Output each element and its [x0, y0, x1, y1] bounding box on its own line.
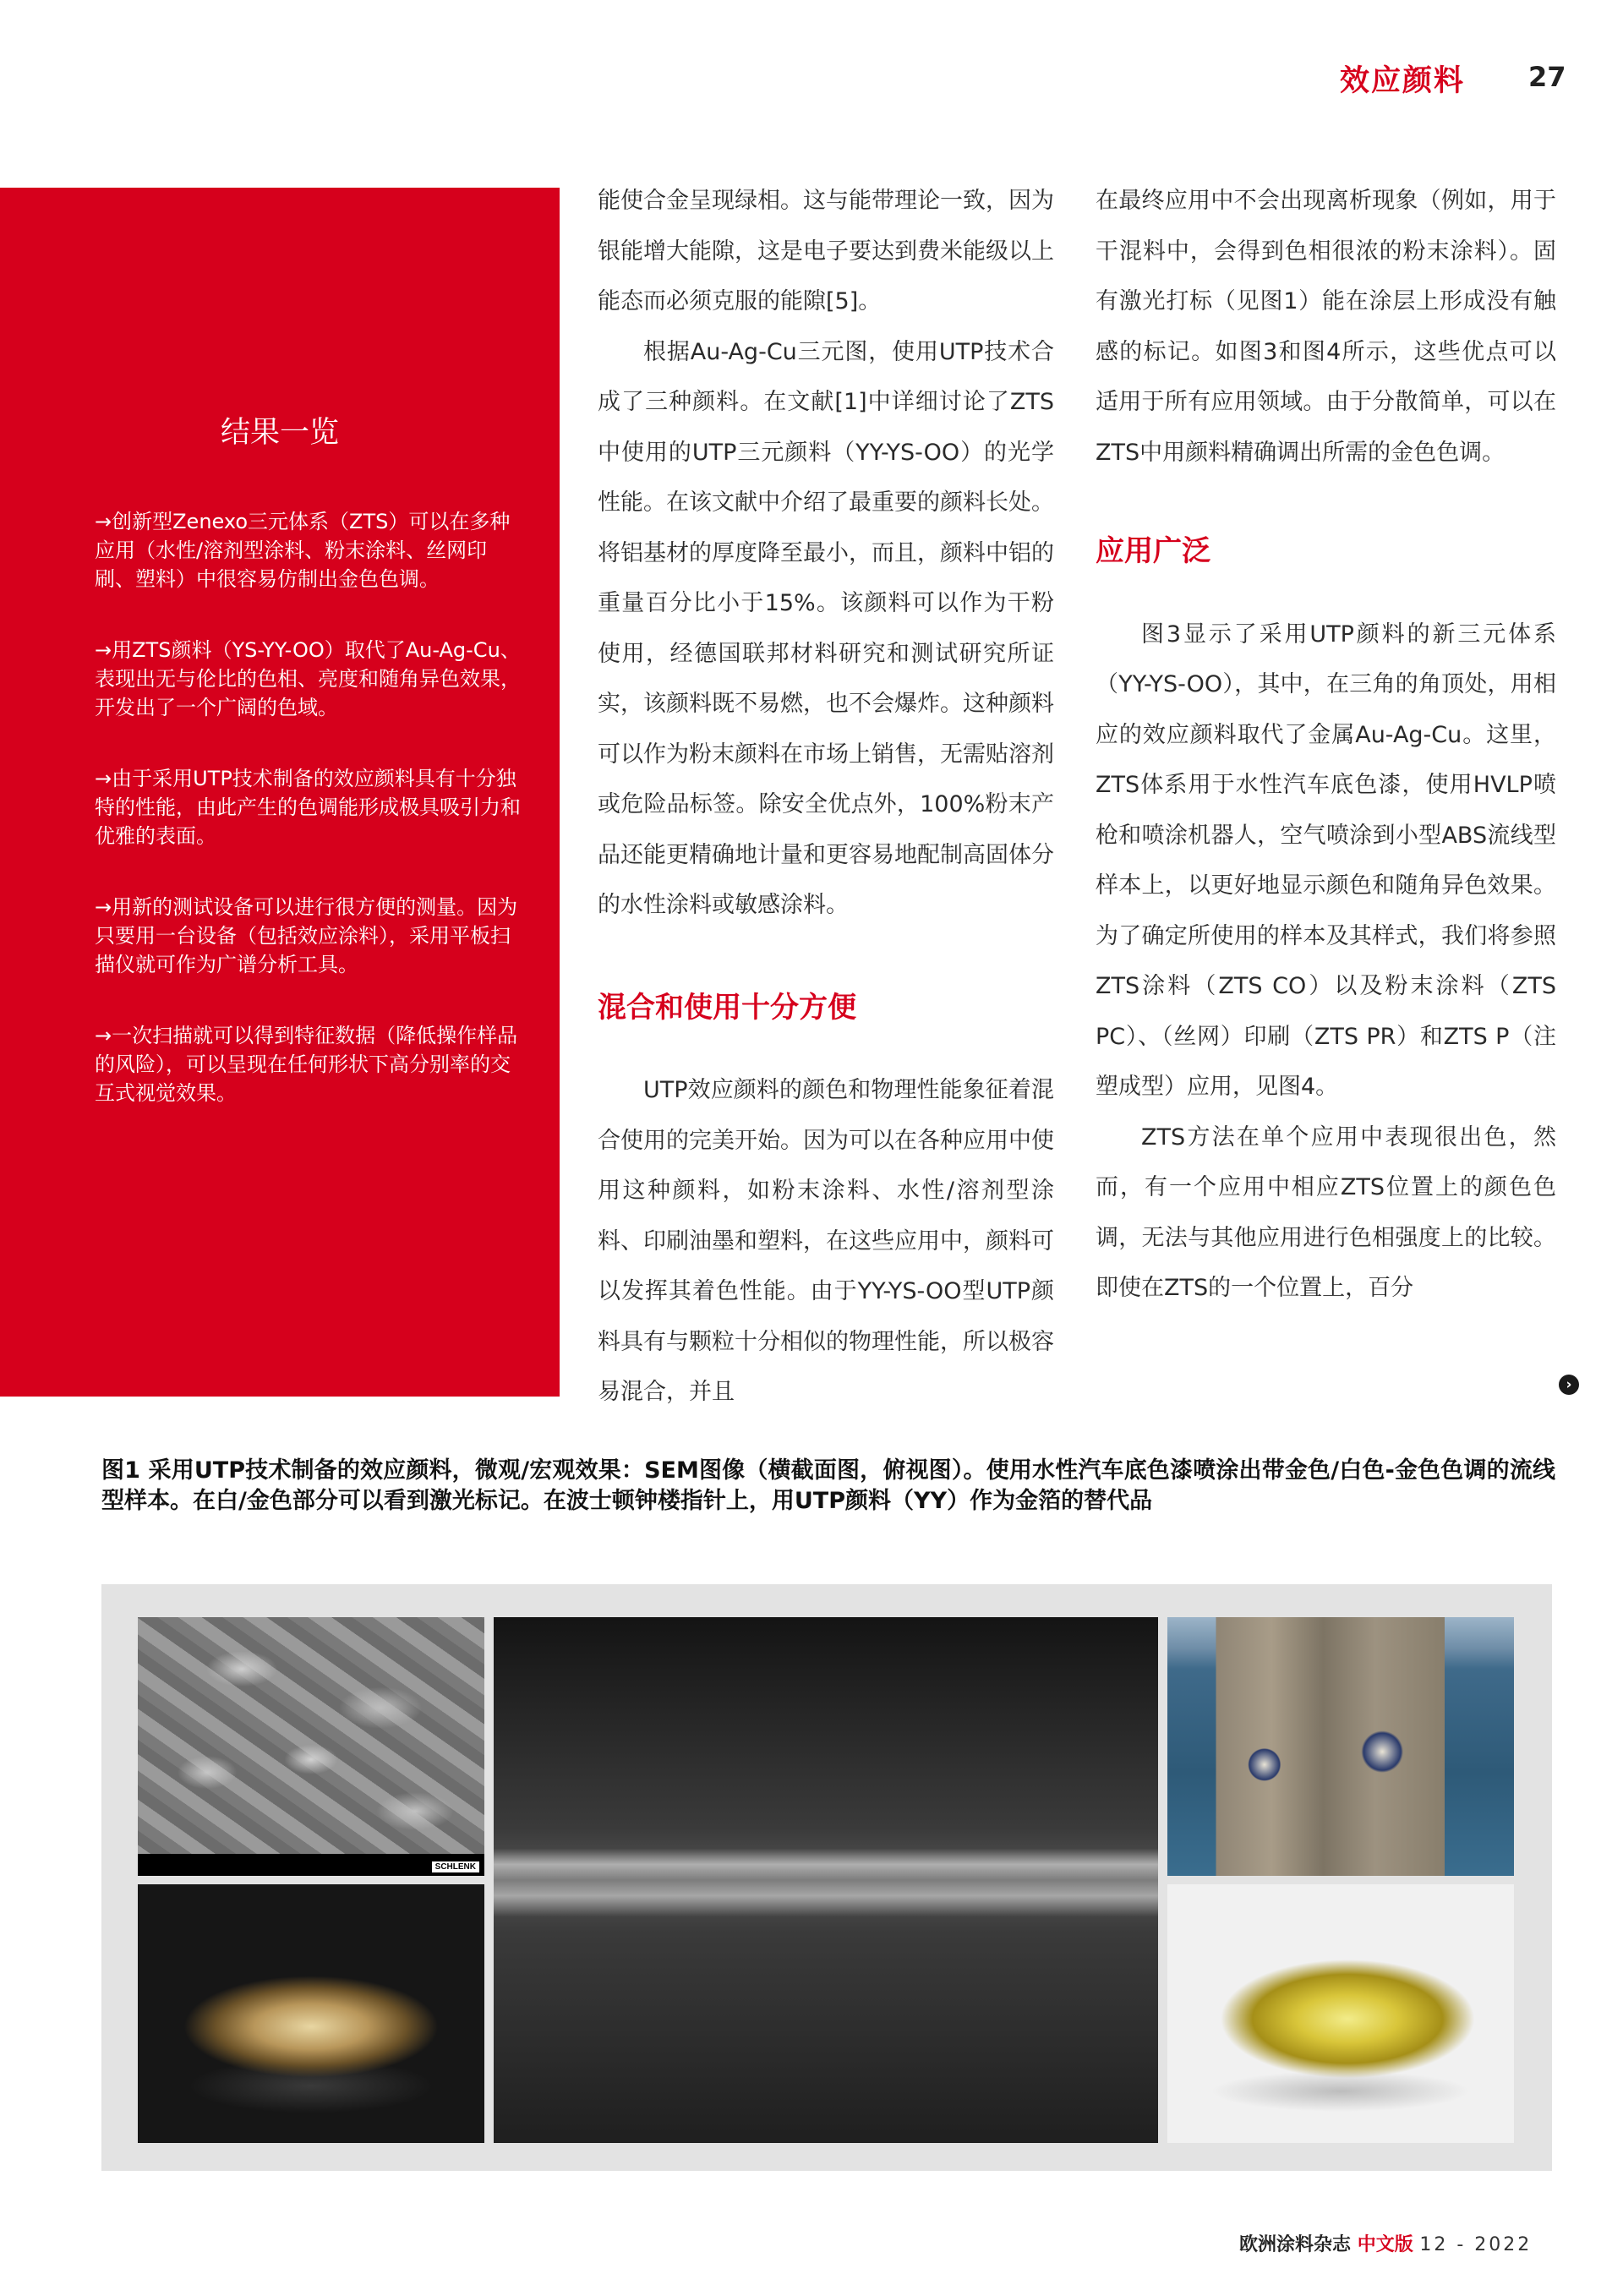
page-number: 27 — [1528, 61, 1566, 93]
paragraph: ZTS方法在单个应用中表现很出色，然而，有一个应用中相应ZTS位置上的颜色色调，无法与其他应用进行色相强度上的比较。即使在ZTS的一个位置上，百分 — [1096, 1123, 1556, 1301]
paragraph: 在最终应用中不会出现离析现象（例如，用于干混料中，会得到色相很浓的粉末涂料）。固有激光打标（见图1）能在涂层上形成没有触感的标记。如图3和图4所示，这些优点可以适用于所有应用领域。由于分散简单，可以在ZTS中用颜料精确调出所需的金色色调。 — [1096, 188, 1556, 466]
paragraph: UTP效应颜料的颜色和物理性能象征着混合使用的完美开始。因为可以在各种应用中使用这种颜料，如粉末涂料、水性/溶剂型涂料、印刷油墨和塑料，在这些应用中，颜料可以发挥其着色性能。由于YY-YS-OO型UTP颜料具有与颗粒十分相似的物理性能，所以极容易混合，并且 — [598, 1077, 1054, 1405]
sem-logo: SCHLENK — [432, 1861, 479, 1872]
summary-box — [0, 188, 560, 1397]
text-column-right — [1096, 176, 1556, 1314]
paragraph: 根据Au-Ag-Cu三元图，使用UTP技术合成了三种颜料。在文献[1]中详细讨论了ZTS中使用的UTP三元颜料（YY-YS-OO）的光学性能。在该文献中介绍了最重要的颜料长处。将铝基材的厚度降至最小，而且，颜料中铝的重量百分比小于15%。该颜料可以作为干粉使用，经德国联邦材料研究和测试研究所证实，该颜料既不易燃，也不会爆炸。这种颜料可以作为粉末颜料在市场上销售，无需贴溶剂或危险品标签。除安全优点外，100%粉末产品还能更精确地计量和更容易地配制高固体分的水性涂料或敏感涂料。 — [598, 338, 1054, 918]
issue-date: 12 - 2022 — [1419, 2234, 1533, 2255]
summary-title: 结果一览 — [220, 416, 339, 450]
summary-item: →一次扫描就可以得到特征数据（降低操作样品的风险），可以呈现在任何形状下高分别率的交互式视觉效果。 — [95, 1024, 518, 1105]
footer — [1239, 2230, 1532, 2256]
magazine-name: 欧洲涂料杂志 — [1239, 2234, 1352, 2255]
summary-list — [95, 507, 526, 1150]
figure-caption: 图1 采用UTP技术制备的效应颜料，微观/宏观效果：SEM图像（横截面图，俯视图）。使用水性汽车底色漆喷涂出带金色/白色-金色色调的流线型样本。在白/金色部分可以看到激光标记。在波士顿钟楼指针上，用UTP颜料（YY）作为金箔的替代品 — [101, 1457, 1555, 1514]
section-heading-applications: 应用广泛 — [1096, 534, 1210, 568]
paragraph: 能使合金呈现绿相。这与能带理论一致，因为银能增大能隙，这是电子要达到费米能级以上能态而必须克服的能隙[5]。 — [598, 188, 1054, 314]
sem-info-bar — [138, 1854, 484, 1876]
clock-tower-image — [1167, 1617, 1514, 1876]
sem-cross-section-image — [494, 1617, 1158, 2143]
summary-item: →创新型Zenexo三元体系（ZTS）可以在多种应用（水性/溶剂型涂料、粉末涂料、丝网印刷、塑料）中很容易仿制出金色色调。 — [95, 510, 511, 591]
chevron-right-icon: › — [1559, 1375, 1579, 1395]
summary-item: →用新的测试设备可以进行很方便的测量。因为只要用一台设备（包括效应涂料），采用平板扫描仪就可作为广谱分析工具。 — [95, 895, 518, 976]
section-title: 效应颜料 — [1340, 64, 1466, 98]
summary-item: →由于采用UTP技术制备的效应颜料具有十分独特的性能，由此产生的色调能形成极具吸引力和优雅的表面。 — [95, 767, 521, 848]
gold-sample-light-image — [1167, 1884, 1514, 2143]
text-column-middle — [598, 176, 1054, 1418]
section-heading-mixing: 混合和使用十分方便 — [598, 990, 856, 1025]
summary-item: →用ZTS颜料（YS-YY-OO）取代了Au-Ag-Cu、表现出无与伦比的色相、亮度和随角异色效果，开发出了一个广阔的色域。 — [95, 638, 521, 719]
edition-label: 中文版 — [1357, 2234, 1413, 2255]
sem-top-view-image — [138, 1617, 484, 1876]
paragraph: 图3显示了采用UTP颜料的新三元体系（YY-YS-OO），其中，在三角的角顶处，用相应的效应颜料取代了金属Au-Ag-Cu。这里，ZTS体系用于水性汽车底色漆，使用HVLP喷枪和喷涂机器人，空气喷涂到小型ABS流线型样本上，以更好地显示颜色和随角异色效果。为了确定所使用的样本及其样式，我们将参照ZTS涂料（ZTS CO）以及粉末涂料（ZTS PC）、（丝网）印刷（ZTS PR）和ZTS P（注塑成型）应用，见图4。 — [1096, 620, 1556, 1100]
gold-sample-dark-image — [138, 1884, 484, 2143]
